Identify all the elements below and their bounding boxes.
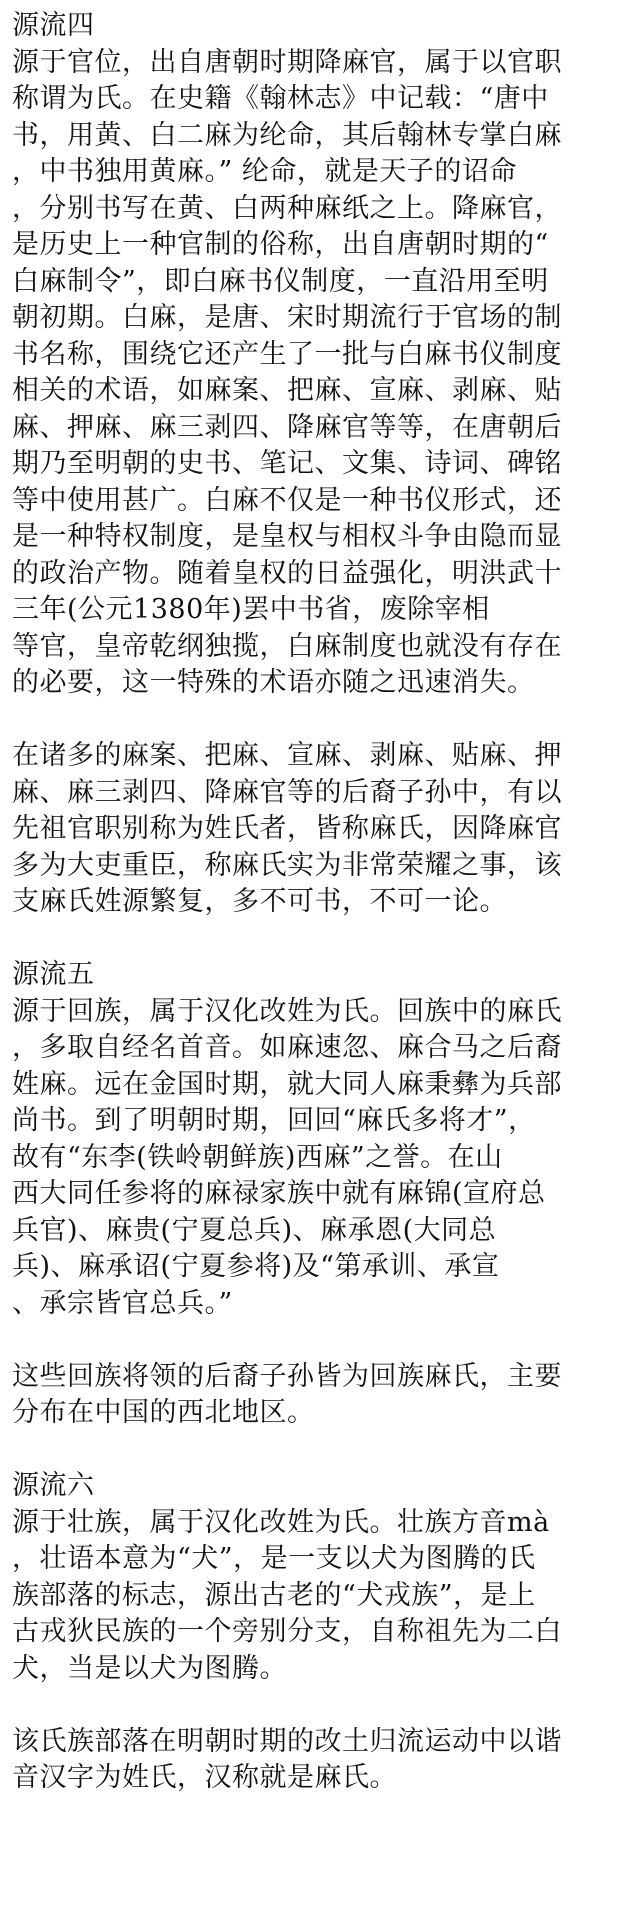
text-line: 这些回族将领的后裔子孙皆为回族麻氏，主要 — [12, 1360, 562, 1392]
text-line: 西大同任参将的麻禄家族中就有麻锦(宣府总 — [12, 1178, 546, 1209]
text-line: 称谓为氏。在史籍《翰林志》中记载：“唐中 — [12, 83, 549, 114]
text-line: ，分别书写在黄、白两种麻纸之上。降麻官， — [12, 192, 562, 224]
text-line: 朝初期。白麻，是唐、宋时期流行于官场的制 — [12, 302, 562, 333]
paragraph-gap — [12, 921, 630, 958]
text-line: 是历史上一种官制的俗称，出自唐朝时期的“ — [12, 229, 549, 260]
text-line: 等中使用甚广。白麻不仅是一种书仪形式，还 — [12, 484, 562, 516]
text-line: ，中书独用黄麻。” 纶命，就是天子的诏命 — [12, 156, 517, 187]
text-line: 先祖官职别称为姓氏者，皆称麻氏，因降麻官 — [12, 813, 562, 844]
section-heading: 源流五 — [12, 959, 95, 990]
text-line: 的政治产物。随着皇权的日益强化，明洪武十 — [12, 557, 562, 589]
text-line: 三年(公元1380年)罢中书省，废除宰相 — [12, 594, 490, 625]
text-line: 兵官)、麻贵(宁夏总兵)、麻承恩(大同总 — [12, 1214, 497, 1246]
text-line: 麻、麻三剥四、降麻官等的后裔子孙中，有以 — [12, 776, 562, 808]
text-line: 等官，皇帝乾纲独揽，白麻制度也就没有存在 — [12, 630, 562, 662]
text-line: 尚书。到了明朝时期，回回“麻氏多将才”， — [12, 1105, 536, 1136]
text-line: 在诸多的麻案、把麻、宣麻、剥麻、贴麻、押 — [12, 740, 562, 771]
paragraph-gap — [12, 1687, 630, 1724]
text-line: 白麻制令”，即白麻书仪制度，一直沿用至明 — [12, 265, 549, 297]
section-heading: 源流四 — [12, 10, 95, 41]
section-heading: 源流六 — [12, 1470, 95, 1501]
text-line: 书，用黄、白二麻为纶命，其后翰林专掌白麻 — [12, 119, 562, 151]
text-line: 该氏族部落在明朝时期的改土归流运动中以谐 — [12, 1725, 562, 1757]
text-line: 姓麻。远在金国时期，就大同人麻秉彝为兵部 — [12, 1068, 562, 1100]
text-line: 源于壮族，属于汉化改姓为氏。壮族方音mà — [12, 1506, 550, 1538]
text-line: 是一种特权制度，是皇权与相权斗争由隐而显 — [12, 521, 562, 552]
paragraph-gap — [12, 702, 630, 739]
text-line: 多为大吏重臣，称麻氏实为非常荣耀之事，该 — [12, 849, 562, 881]
text-line: ，多取自经名首音。如麻速忽、麻合马之后裔 — [12, 1032, 562, 1063]
text-line: 故有“东李(铁岭朝鲜族)西麻”之誉。在山 — [12, 1141, 503, 1173]
text-line: 麻、押麻、麻三剥四、降麻官等等，在唐朝后 — [12, 411, 562, 443]
text-line: 的必要，这一特殊的术语亦随之迅速消失。 — [12, 667, 535, 698]
text-line: 相关的术语，如麻案、把麻、宣麻、剥麻、贴 — [12, 375, 562, 406]
text-line: 期乃至明朝的史书、笔记、文集、诗词、碑铭 — [12, 448, 562, 479]
text-line: 犬，当是以犬为图腾。 — [12, 1652, 287, 1684]
text-line: 支麻氏姓源繁复，多不可书，不可一论。 — [12, 886, 507, 917]
text-line: ，壮语本意为“犬”，是一支以犬为图腾的氏 — [12, 1543, 536, 1574]
paragraph-gap — [12, 1432, 630, 1469]
text-line: 族部落的标志，源出古老的“犬戎族”，是上 — [12, 1579, 536, 1611]
text-line: 分布在中国的西北地区。 — [12, 1397, 315, 1428]
text-line: 源于官位，出自唐朝时期降麻官，属于以官职 — [12, 46, 562, 78]
text-line: 书名称，围绕它还产生了一批与白麻书仪制度 — [12, 338, 562, 370]
text-line: 、承宗皆官总兵。” — [12, 1287, 233, 1319]
text-line: 兵)、麻承诏(宁夏参将)及“第承训、承宣 — [12, 1251, 500, 1282]
text-line: 源于回族，属于汉化改姓为氏。回族中的麻氏 — [12, 995, 562, 1027]
text-line: 古戎狄民族的一个旁别分支，自称祖先为二白 — [12, 1616, 562, 1647]
paragraph-gap — [12, 1322, 630, 1359]
text-line: 音汉字为姓氏，汉称就是麻氏。 — [12, 1762, 397, 1793]
